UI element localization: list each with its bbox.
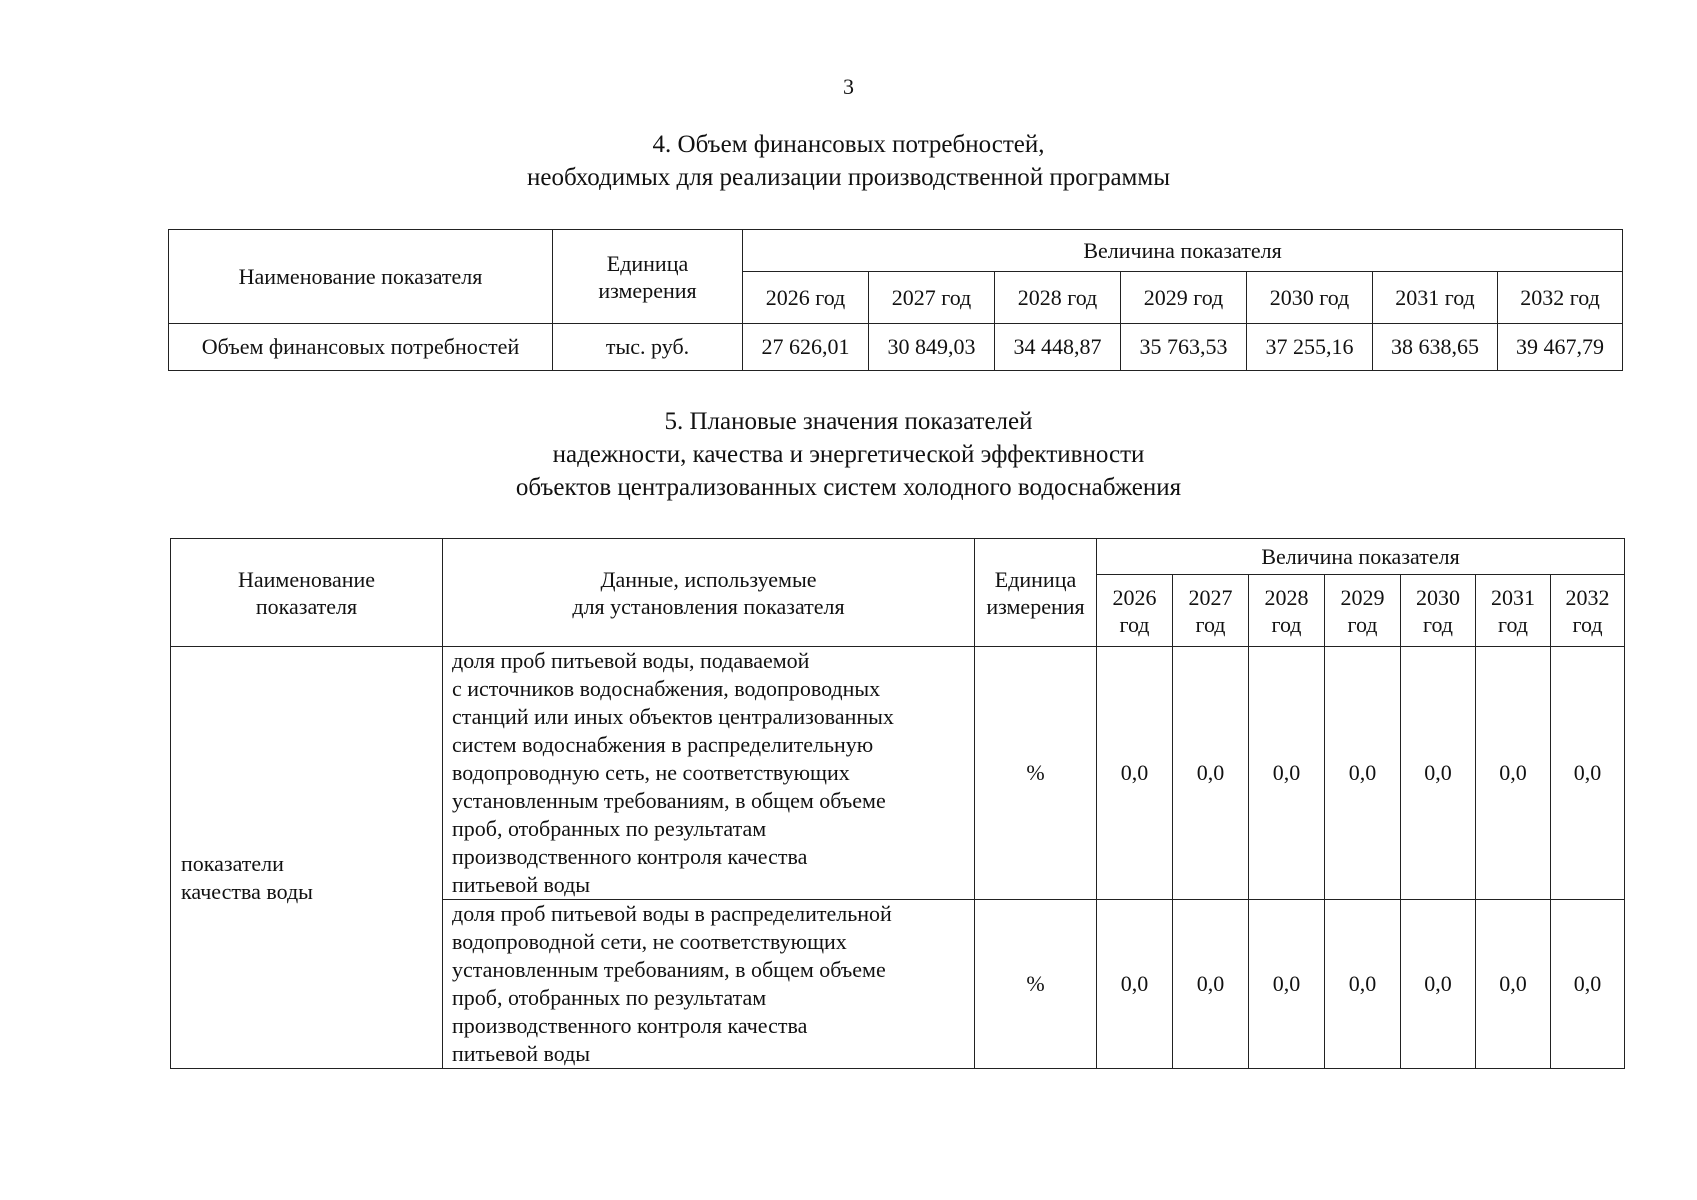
section-5-title-line: объектов централизованных систем холодного водоснабжения	[515, 474, 1182, 501]
header-unit-line: Единица	[994, 566, 1077, 592]
row-value: 0,0	[1249, 647, 1325, 900]
row-value: 0,0	[1097, 900, 1173, 1069]
header-year: 2026 год	[743, 272, 869, 324]
data-line: водопроводной сети, не соответствующих	[452, 929, 847, 954]
table-row	[169, 324, 1623, 371]
header-unit-line: измерения	[986, 593, 1085, 619]
table-row	[171, 647, 1625, 900]
section-4-title	[0, 128, 1697, 194]
row-value: 0,0	[1551, 647, 1625, 900]
year-number: 2031	[1491, 584, 1535, 610]
section-4-title-line: необходимых для реализации производственной программы	[526, 164, 1170, 191]
row-source-data	[443, 647, 975, 900]
year-number: 2029	[1340, 584, 1385, 610]
row-unit: тыс. руб.	[553, 324, 743, 371]
row-source-data	[443, 900, 975, 1069]
data-line: доля проб питьевой воды, подаваемой	[452, 648, 810, 673]
header-indicator-name: Наименование показателя	[169, 230, 553, 324]
header-unit	[553, 230, 743, 324]
year-number: 2032	[1565, 584, 1610, 610]
row-value: 37 255,16	[1247, 324, 1373, 371]
row-group-name	[171, 647, 443, 1069]
data-line: систем водоснабжения в распределительную	[452, 732, 874, 757]
section-4-title-line: 4. Объем финансовых потребностей,	[652, 131, 1045, 158]
row-indicator-name: Объем финансовых потребностей	[169, 324, 553, 371]
row-value: 0,0	[1173, 647, 1249, 900]
section-5-title-line: надежности, качества и энергетической эффективности	[552, 441, 1145, 468]
data-line: производственного контроля качества	[452, 1013, 808, 1038]
header-unit-line: Единица	[606, 250, 689, 276]
header-year: 2028 год	[995, 272, 1121, 324]
header-year	[1249, 575, 1325, 647]
header-value-group: Величина показателя	[743, 230, 1623, 272]
year-suffix: год	[1195, 611, 1226, 637]
data-line: станций или иных объектов централизованных	[452, 704, 894, 729]
header-year	[1173, 575, 1249, 647]
header-value-group: Величина показателя	[1097, 539, 1625, 575]
row-value: 0,0	[1249, 900, 1325, 1069]
header-unit	[975, 539, 1097, 647]
header-year	[1476, 575, 1551, 647]
header-year: 2030 год	[1247, 272, 1373, 324]
row-value: 0,0	[1401, 647, 1476, 900]
row-value: 0,0	[1325, 900, 1401, 1069]
data-line: с источников водоснабжения, водопроводных	[452, 676, 881, 701]
row-value: 0,0	[1551, 900, 1625, 1069]
section-5-title	[0, 405, 1697, 504]
data-line: водопроводную сеть, не соответствующих	[452, 760, 850, 785]
data-line: установленным требованиям, в общем объеме	[452, 957, 886, 982]
row-value: 39 467,79	[1498, 324, 1623, 371]
header-year	[1401, 575, 1476, 647]
group-name-line: показатели	[181, 850, 284, 876]
year-suffix: год	[1347, 611, 1378, 637]
header-indicator-name	[171, 539, 443, 647]
year-suffix: год	[1497, 611, 1529, 637]
row-value: 27 626,01	[743, 324, 869, 371]
row-value: 34 448,87	[995, 324, 1121, 371]
header-year: 2029 год	[1121, 272, 1247, 324]
header-name-line: показателя	[255, 593, 358, 619]
row-value: 35 763,53	[1121, 324, 1247, 371]
header-year	[1097, 575, 1173, 647]
header-data-line: для установления показателя	[572, 593, 845, 619]
row-value: 30 849,03	[869, 324, 995, 371]
data-line: производственного контроля качества	[452, 844, 808, 869]
header-name-line: Наименование	[237, 566, 376, 592]
year-suffix: год	[1271, 611, 1302, 637]
group-name-line: качества воды	[181, 878, 313, 904]
year-number: 2026	[1112, 584, 1157, 610]
row-value: 0,0	[1325, 647, 1401, 900]
year-suffix: год	[1119, 611, 1150, 637]
row-value: 0,0	[1476, 647, 1551, 900]
row-unit: %	[975, 900, 1097, 1069]
header-data-line: Данные, используемые	[600, 566, 817, 592]
header-year	[1551, 575, 1625, 647]
data-line: доля проб питьевой воды в распределительной	[452, 901, 892, 926]
row-value: 0,0	[1097, 647, 1173, 900]
header-unit-line: измерения	[598, 277, 697, 303]
data-line: проб, отобранных по результатам	[452, 985, 767, 1010]
year-number: 2027	[1188, 584, 1233, 610]
row-value: 0,0	[1401, 900, 1476, 1069]
row-value: 0,0	[1173, 900, 1249, 1069]
data-line: установленным требованиям, в общем объеме	[452, 788, 886, 813]
data-line: проб, отобранных по результатам	[452, 816, 767, 841]
year-number: 2030	[1416, 584, 1460, 610]
header-year: 2032 год	[1498, 272, 1623, 324]
header-year: 2027 год	[869, 272, 995, 324]
section-5-title-line: 5. Плановые значения показателей	[664, 408, 1033, 435]
row-value: 38 638,65	[1373, 324, 1498, 371]
water-quality-table	[170, 538, 1625, 1069]
header-year: 2031 год	[1373, 272, 1498, 324]
header-year	[1325, 575, 1401, 647]
year-suffix: год	[1572, 611, 1603, 637]
year-number: 2028	[1264, 584, 1309, 610]
row-value: 0,0	[1476, 900, 1551, 1069]
data-line: питьевой воды	[452, 872, 591, 897]
header-source-data	[443, 539, 975, 647]
data-line: питьевой воды	[452, 1041, 591, 1066]
row-unit: %	[975, 647, 1097, 900]
page-number: 3	[843, 74, 854, 99]
financial-needs-table	[168, 229, 1623, 371]
year-suffix: год	[1422, 611, 1454, 637]
